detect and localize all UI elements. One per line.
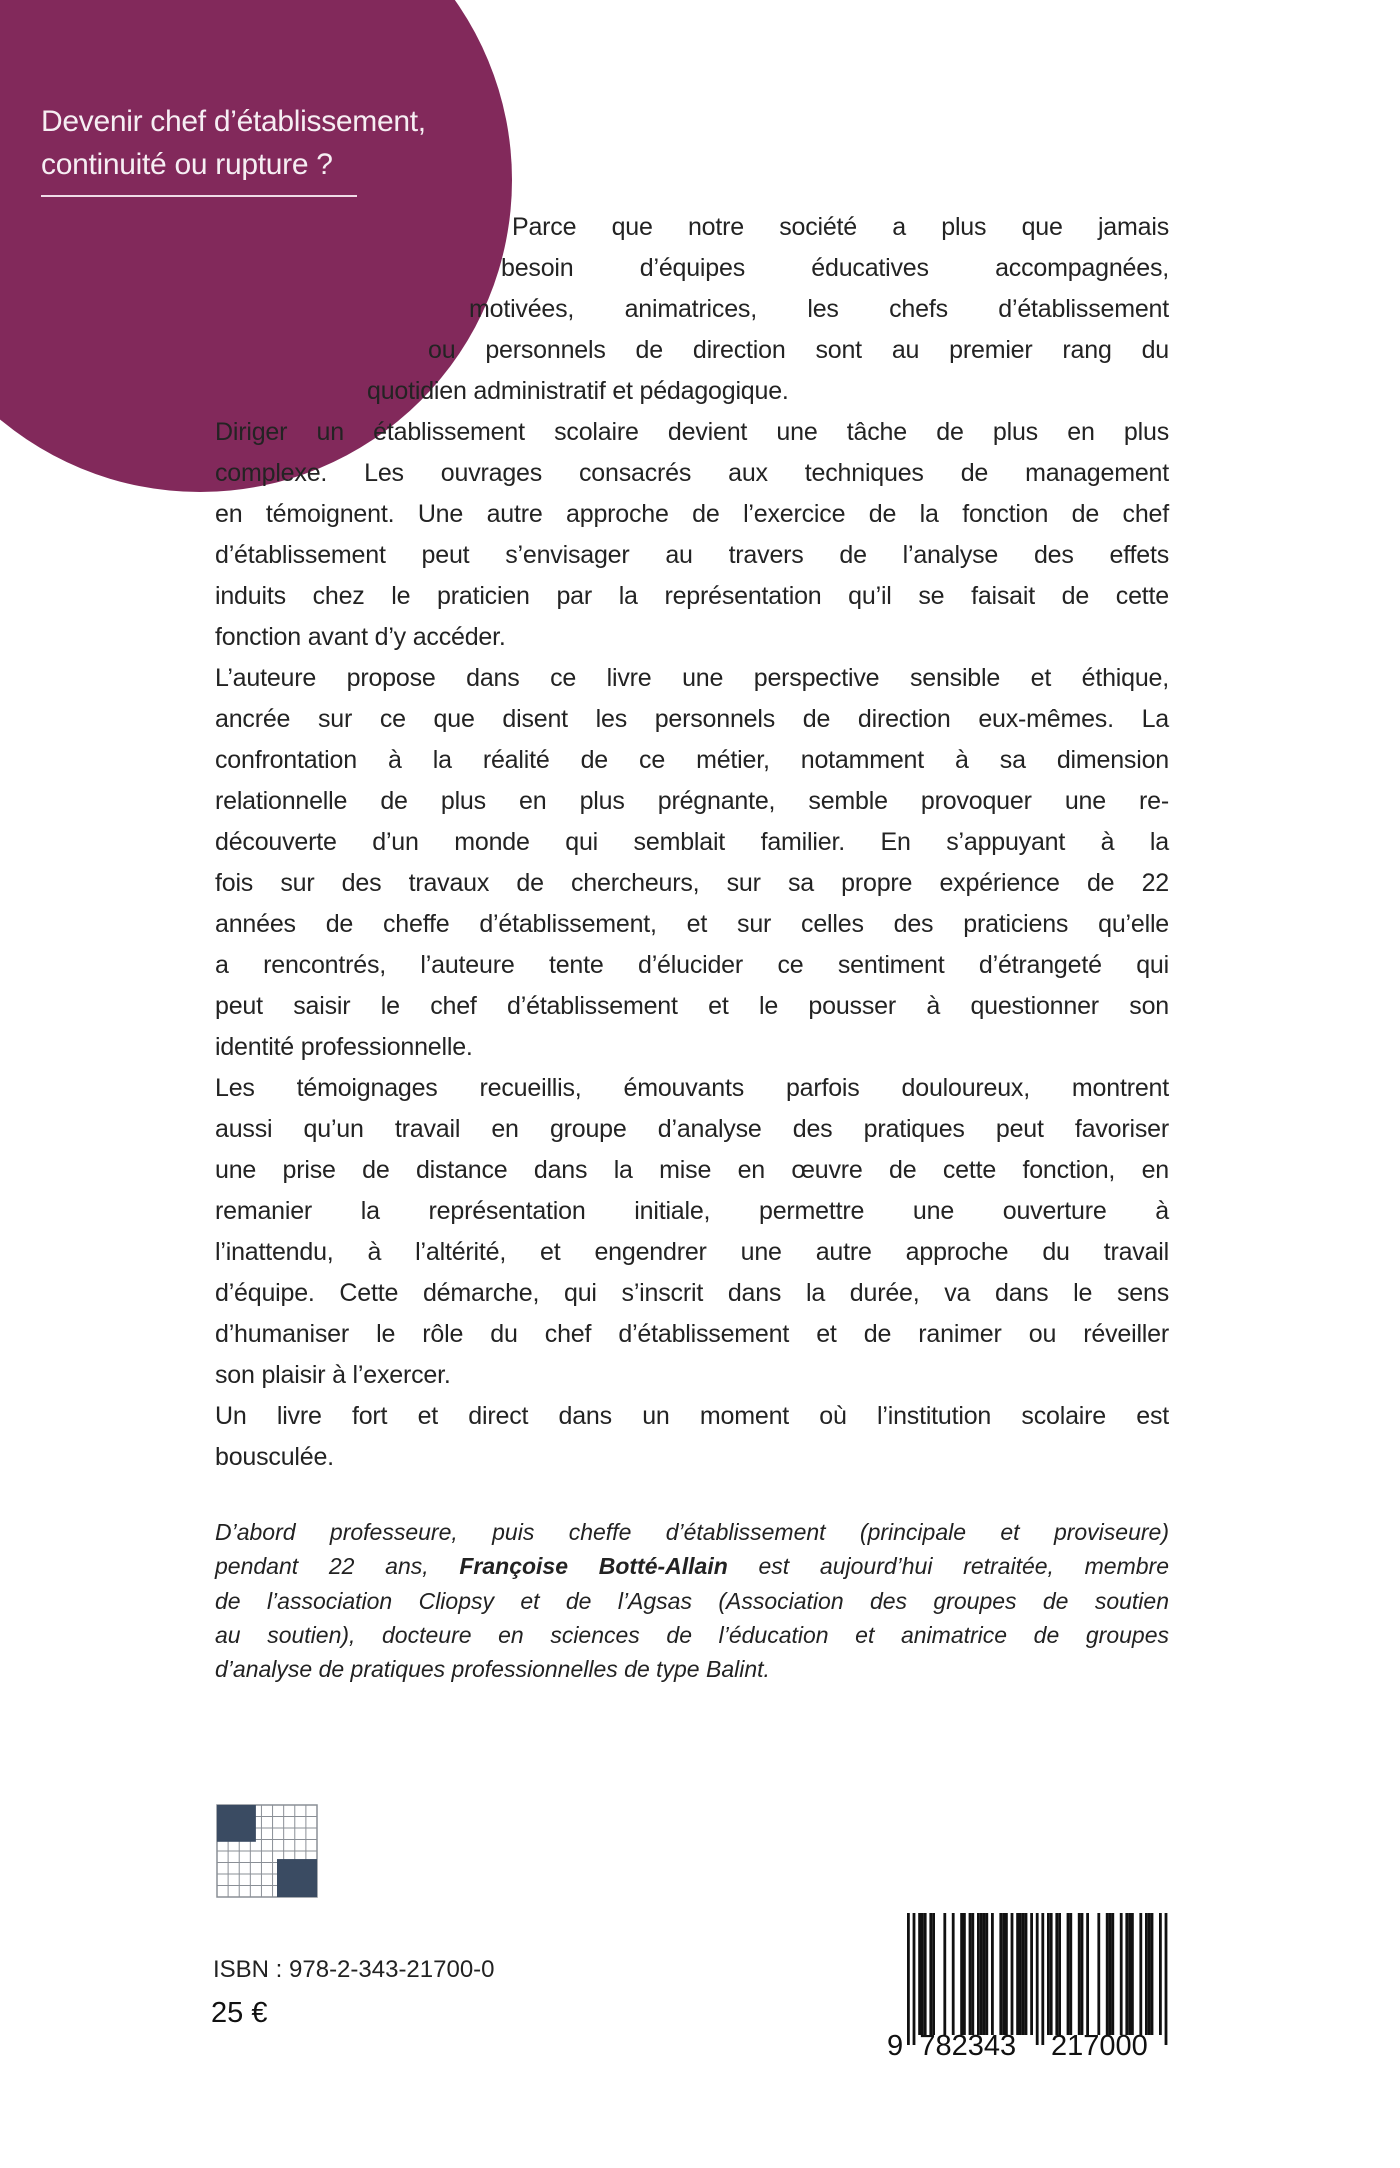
blurb-line: remanier la représentation initiale, permettre une ouverture à — [215, 1197, 1169, 1225]
price: 25 € — [211, 1997, 268, 2029]
bio-line: D’abord professeure, puis cheffe d’établissement (principale et proviseure) — [215, 1519, 1169, 1545]
barcode-bar — [977, 1913, 980, 2035]
bio-line: au soutien), docteure en sciences de l’éducation et animatrice de groupes — [215, 1621, 1169, 1648]
barcode-bar — [1106, 1913, 1109, 2035]
barcode-bar — [1036, 1913, 1039, 2045]
author-name: Françoise Botté-Allain — [459, 1553, 728, 1580]
blurb-line: fois sur des travaux de chercheurs, sur sa propre expérience de 22 — [215, 869, 1169, 897]
blurb-line: relationnelle de plus en plus prégnante, semble provoquer une re- — [215, 787, 1169, 815]
blurb-line: l’inattendu, à l’altérité, et engendrer une autre approche du travail — [215, 1238, 1169, 1266]
barcode-bar — [1016, 1913, 1019, 2035]
blurb-line: Les témoignages recueillis, émouvants parfois douloureux, montrent — [215, 1074, 1169, 1102]
barcode-bar — [1128, 1913, 1131, 2035]
blurb-line: ou personnels de direction sont au premier rang du — [428, 336, 1169, 364]
barcode-bar — [960, 1913, 963, 2035]
bio-text: pendant 22 ans, — [215, 1553, 429, 1580]
blurb-line: fonction avant d’y accéder. — [215, 623, 506, 651]
blurb-line: quotidien administratif et pédagogique. — [367, 377, 789, 405]
barcode-icon — [885, 1908, 1170, 2058]
blurb-line: son plaisir à l’exercer. — [215, 1361, 451, 1389]
barcode-bar — [921, 1913, 924, 2035]
barcode-bar — [1002, 1913, 1005, 2035]
back-cover-blurb — [0, 207, 1400, 1478]
barcode-bar — [980, 1913, 983, 2035]
barcode-bar — [1125, 1913, 1128, 2035]
blurb-line: a rencontrés, l’auteure tente d’élucider ce sentiment d’étrangeté qui — [215, 951, 1169, 979]
bio-line: d’analyse de pratiques professionnelles de type Balint. — [215, 1656, 770, 1683]
blurb-line: ancrée sur ce que disent les personnels de direction eux-mêmes. La — [215, 705, 1169, 733]
barcode-bar — [1011, 1913, 1014, 2035]
blurb-line: peut saisir le chef d’établissement et le pousser à questionner son — [215, 992, 1169, 1020]
blurb-line: Diriger un établissement scolaire devient une tâche de plus en plus — [215, 418, 1169, 446]
blurb-line: Un livre fort et direct dans un moment où l’institution scolaire est — [215, 1402, 1169, 1430]
bio-line — [215, 1549, 1169, 1583]
author-bio — [215, 1515, 1169, 1686]
blurb-line: identité professionnelle. — [215, 1033, 473, 1061]
barcode-digits: 217000 — [1051, 2030, 1148, 2058]
barcode-bar — [1069, 1913, 1072, 2035]
barcode-bar — [932, 1913, 935, 2035]
blurb-line: d’humaniser le rôle du chef d’établissement et de ranimer ou réveiller — [215, 1320, 1169, 1348]
barcode-bar — [1050, 1913, 1053, 2035]
title-line: continuité ou rupture ? — [41, 148, 333, 181]
barcode-bar — [1151, 1913, 1154, 2035]
barcode-bar — [1081, 1913, 1084, 2035]
barcode-bar — [1111, 1913, 1114, 2035]
publisher-logo-icon — [216, 1804, 318, 1898]
barcode-bar — [1131, 1913, 1134, 2035]
barcode-bar — [929, 1913, 932, 2035]
barcode-bar — [1041, 1913, 1044, 2045]
title-underline — [41, 195, 357, 197]
blurb-line: d’équipe. Cette démarche, qui s’inscrit dans la durée, va dans le sens — [215, 1279, 1169, 1307]
barcode-bar — [1159, 1913, 1162, 2035]
barcode-bar — [907, 1913, 910, 2045]
barcode-bar — [1120, 1913, 1123, 2035]
barcode-bar — [985, 1913, 988, 2035]
logo-block — [277, 1859, 317, 1897]
barcode-bar — [918, 1913, 921, 2035]
barcode-bar — [1067, 1913, 1070, 2035]
blurb-line: bousculée. — [215, 1443, 334, 1471]
isbn: ISBN : 978-2-343-21700-0 — [213, 1956, 495, 1983]
blurb-line: complexe. Les ouvrages consacrés aux techniques de management — [215, 459, 1169, 487]
barcode-bar — [952, 1913, 955, 2035]
blurb-line: besoin d’équipes éducatives accompagnées, — [501, 254, 1169, 282]
barcode-bar — [1097, 1913, 1100, 2035]
bio-line: de l’association Cliopsy et de l’Agsas (Association des groupes de soutien — [215, 1587, 1169, 1614]
barcode-bar — [1055, 1913, 1058, 2035]
barcode-bar — [1022, 1913, 1025, 2035]
blurb-line: en témoignent. Une autre approche de l’exercice de la fonction de chef — [215, 500, 1169, 528]
barcode-bar — [924, 1913, 927, 2035]
barcode-bar — [1148, 1913, 1151, 2035]
blurb-line: induits chez le praticien par la représentation qu’il se faisait de cette — [215, 582, 1169, 610]
barcode-bar — [1030, 1913, 1033, 2035]
book-title — [41, 100, 426, 186]
barcode-bar — [1058, 1913, 1061, 2035]
barcode-bar — [1086, 1913, 1089, 2035]
barcode-bar — [1109, 1913, 1112, 2035]
blurb-line: une prise de distance dans la mise en œuvre de cette fonction, en — [215, 1156, 1169, 1184]
barcode-bar — [913, 1913, 916, 2045]
barcode-bar — [991, 1913, 994, 2035]
barcode-digits: 9 — [887, 2030, 904, 2058]
barcode-bar — [1005, 1913, 1008, 2035]
barcode-bar — [1165, 1913, 1168, 2045]
blurb-line: années de cheffe d’établissement, et sur celles des praticiens qu’elle — [215, 910, 1169, 938]
barcode-bar — [971, 1913, 974, 2035]
barcode-bar — [1145, 1913, 1148, 2035]
barcode-digits: 782343 — [919, 2030, 1017, 2058]
barcode-bar — [1025, 1913, 1028, 2035]
blurb-line: Parce que notre société a plus que jamais — [512, 213, 1169, 241]
barcode-bar — [999, 1913, 1002, 2035]
barcode-bar — [963, 1913, 966, 2035]
title-line: Devenir chef d’établissement, — [41, 105, 426, 138]
logo-block — [217, 1805, 256, 1842]
barcode-bar — [943, 1913, 946, 2035]
barcode-bar — [1047, 1913, 1050, 2035]
blurb-line: aussi qu’un travail en groupe d’analyse des pratiques peut favoriser — [215, 1115, 1169, 1143]
barcode-bar — [1078, 1913, 1081, 2035]
barcode-bar — [983, 1913, 986, 2035]
bio-text: est aujourd’hui retraitée, membre — [758, 1553, 1169, 1580]
barcode-bar — [969, 1913, 972, 2035]
blurb-line: confrontation à la réalité de ce métier, notamment à sa dimension — [215, 746, 1169, 774]
blurb-line: découverte d’un monde qui semblait familier. En s’appuyant à la — [215, 828, 1169, 856]
barcode-bar — [1019, 1913, 1022, 2035]
barcode-bar — [1139, 1913, 1142, 2035]
blurb-line: motivées, animatrices, les chefs d’établissement — [469, 295, 1169, 323]
blurb-line: d’établissement peut s’envisager au travers de l’analyse des effets — [215, 541, 1169, 569]
blurb-line: L’auteure propose dans ce livre une perspective sensible et éthique, — [215, 664, 1169, 692]
